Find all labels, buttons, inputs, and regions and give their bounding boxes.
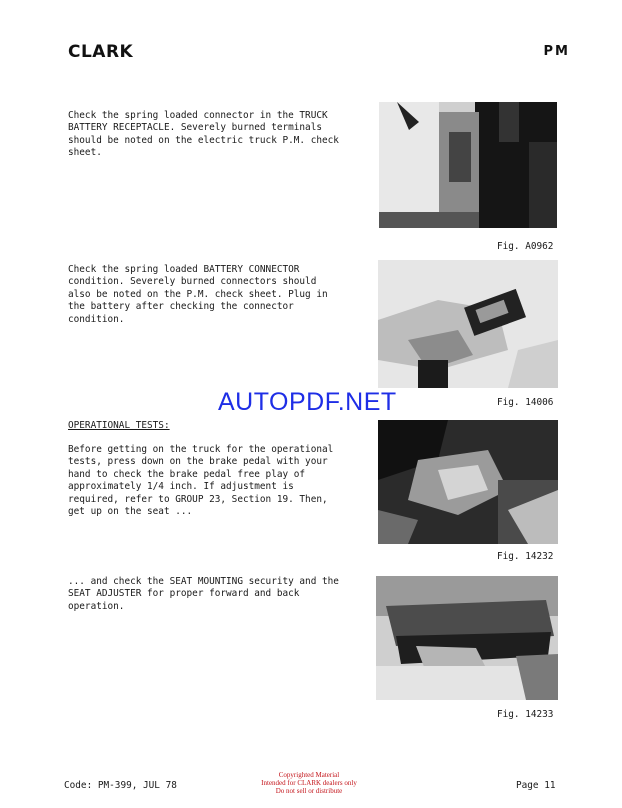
notice-line-2: Intended for CLARK dealers only (261, 779, 357, 787)
page-number: Page 11 (516, 780, 556, 791)
photo-battery-connector (378, 260, 558, 388)
figure-caption-1: Fig. A0962 (497, 241, 554, 252)
section-code: PM (543, 44, 570, 59)
footer-code: Code: PM-399, JUL 78 (64, 780, 177, 791)
copyright-notice (244, 771, 374, 795)
photo-battery-receptacle (379, 102, 557, 228)
figure-caption-3: Fig. 14232 (497, 551, 554, 562)
notice-line-1: Copyrighted Material (278, 771, 340, 779)
figure-caption-4: Fig. 14233 (497, 709, 554, 720)
figure-caption-2: Fig. 14006 (497, 397, 554, 408)
step-3-text: Before getting on the truck for the operational tests, press down on the brake pedal with your hand to check the brake pedal free play of approximately 1/4 inch. If adjustment is required, refer to GROUP 23, Section 19. Then, get up on the seat ... (68, 444, 334, 518)
photo-brake-pedal (378, 420, 558, 544)
step-2-text: Check the spring loaded BATTERY CONNECTOR condition. Severely burned connectors should also be noted on the P.M. check sheet. Plug in the battery after checking the connector condition. (68, 264, 328, 325)
step-1-text: Check the spring loaded connector in the TRUCK BATTERY RECEPTACLE. Severely burned terminals should be noted on the electric truck P.M. check sheet. (68, 110, 339, 159)
operational-tests-heading: OPERATIONAL TESTS: (68, 420, 170, 431)
watermark-text: AUTOPDF.NET (218, 388, 397, 416)
notice-line-3: Do not sell or distribute (275, 787, 343, 795)
step-4-text: ... and check the SEAT MOUNTING security and the SEAT ADJUSTER for proper forward and back operation. (68, 576, 339, 612)
photo-seat-adjuster (376, 576, 558, 700)
clark-logo: CLARK (68, 42, 134, 62)
